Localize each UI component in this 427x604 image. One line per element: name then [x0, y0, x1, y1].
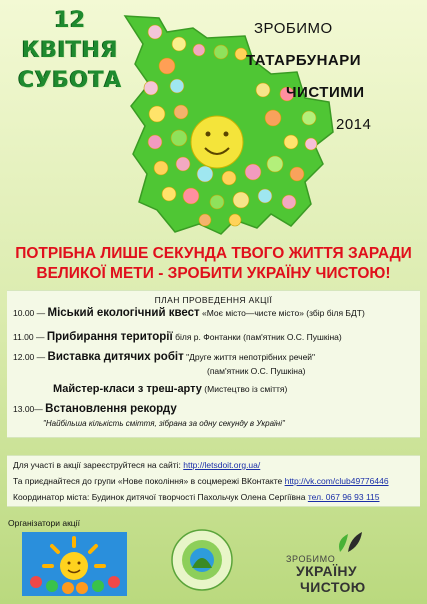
eco-organization-logo [170, 528, 234, 592]
date-month: КВІТНЯ [21, 38, 119, 63]
plan-title: ПЛАН ПРОВЕДЕННЯ АКЦІЇ [154, 295, 273, 305]
slogan-line-1: ПОТРІБНА ЛИШЕ СЕКУНДА ТВОГО ЖИТТЯ ЗАРАДИ [15, 245, 412, 262]
title-line-1: ЗРОБИМО [254, 20, 333, 37]
city-map-illustration [95, 14, 335, 236]
title-line-2: ТАТАРБУНАРИ [246, 52, 362, 69]
logo-right-small-text: ЗРОБИМО [286, 554, 336, 564]
plan-item-detail: «Моє місто—чисте місто» (збір біля БДТ) [202, 308, 365, 318]
plan-item-name: Виставка дитячих робіт [47, 351, 184, 363]
plan-item [13, 331, 342, 343]
zrobymo-ukrainu-chystoyu-logo [286, 530, 416, 596]
plan-item-detail: (Мистецтво із сміття) [204, 384, 288, 394]
title-year: 2014 [336, 116, 372, 133]
date-weekday: СУБОТА [18, 68, 122, 93]
plan-item-name: Прибирання території [46, 331, 173, 343]
record-note: "Найбільша кількість сміття, зібрана за одну секунду в Україні" [43, 419, 285, 428]
leaf-icon [334, 530, 364, 554]
plan-item-time: 13.00— [13, 404, 43, 414]
slogan-line-2: ВЕЛИКОЇ МЕТИ - ЗРОБИТИ УКРАЇНУ ЧИСТОЮ! [36, 265, 391, 282]
sun-organizer-logo [22, 532, 127, 596]
plan-item-name: Встановлення рекорду [45, 403, 177, 415]
plan-item [53, 383, 287, 395]
plan-item-detail: біля р. Фонтанки (пам'ятник О.С. Пушкіна) [175, 332, 342, 342]
vk-group-link[interactable]: http://vk.com/club49776446 [284, 476, 389, 486]
plan-item [13, 351, 315, 363]
plan-item-time: 12.00 — [13, 352, 46, 362]
plan-item-detail: "Друге життя непотрібних речей" [186, 352, 316, 362]
plan-item-time: 10.00 — [13, 308, 46, 318]
coordinator-line [13, 492, 380, 502]
plan-item-detail-2: (пам'ятник О.С. Пушкіна) [207, 366, 306, 376]
vk-group-line [13, 476, 389, 486]
vk-group-text: Та приєднайтеся до групи «Нове покоління» в соцмережі ВКонтакте [13, 476, 285, 486]
plan-item-name: Міський екологічний квест [47, 307, 200, 319]
organizers-label: Організатори акції [8, 518, 80, 528]
plan-item [13, 403, 177, 415]
registration-line [13, 460, 260, 470]
event-plan-box [7, 290, 420, 438]
coordinator-phone[interactable]: тел. 067 96 93 115 [307, 492, 380, 502]
plan-item [13, 307, 365, 319]
logo-right-big-text-2: ЧИСТОЮ [300, 579, 366, 595]
plan-item-time: 11.00 — [13, 332, 45, 342]
coordinator-text: Координатор міста: Будинок дитячої творчості Пахольчук Олена Сергіївна [13, 492, 308, 502]
logo-right-big-text-1: УКРАЇНУ [296, 563, 357, 579]
info-box [7, 455, 420, 507]
letsdoit-link[interactable]: http://letsdoit.org.ua/ [183, 460, 261, 470]
date-day: 12 [54, 8, 86, 33]
title-line-3: ЧИСТИМИ [286, 84, 365, 101]
registration-text: Для участі в акції зареєструйтеся на сайті: [13, 460, 184, 470]
plan-item-name: Майстер-класи з треш-арту [53, 383, 202, 395]
